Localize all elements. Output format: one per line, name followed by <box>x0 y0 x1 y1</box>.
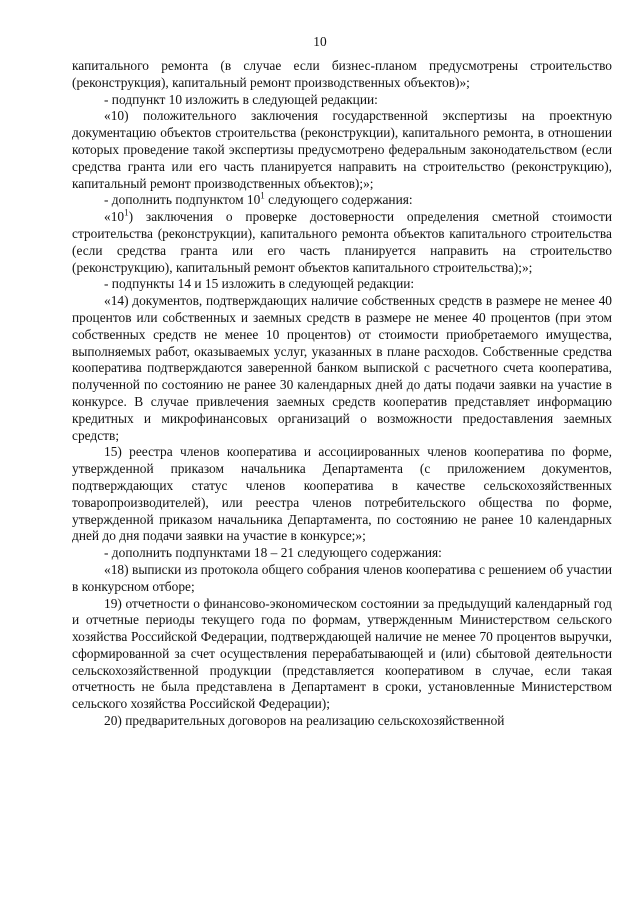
paragraph: «10) положительного заключения государственной экспертизы на проектную документацию объектов строительства (реконструкции), капитального ремонта, в отношении которых проведение такой экспертизы предусмотрено федеральным законодательством (если средства гранта или его часть планируется направить на строительство (реконструкцию), капитальный ремонт производственных объектов);»; <box>72 108 612 191</box>
paragraph: 15) реестра членов кооператива и ассоциированных членов кооператива по форме, утвержденной приказом начальника Департамента (с приложением документов, подтверждающих статус членов кооператива в качестве сельскохозяйственных товаропроизводителей), или реестра членов потребительского общества по форме, утвержденной приказом начальника Департамента, по состоянию не ранее 10 календарных дней до дня подачи заявки на участие в конкурсе;»; <box>72 444 612 544</box>
paragraph <box>72 192 612 209</box>
paragraph <box>72 209 612 276</box>
superscript: 1 <box>124 207 129 218</box>
paragraph: - подпункты 14 и 15 изложить в следующей редакции: <box>104 276 415 292</box>
paragraph-text: - дополнить подпунктом 10 <box>104 192 261 208</box>
paragraph: - подпункт 10 изложить в следующей редакции: <box>104 91 378 107</box>
paragraph-text: «10 <box>104 209 125 225</box>
superscript: 1 <box>260 190 265 201</box>
paragraph: «18) выписки из протокола общего собрания членов кооператива с решением об участии в конкурсном отборе; <box>72 561 612 594</box>
paragraph-text: ) заключения о проверке достоверности определения сметной стоимости строительства (реконструкции), капитального ремонта объектов капитального строительства (если средства гранта или его часть планируется направить на строительство (реконструкцию), капитальный ремонт объектов капитального строительства);»; <box>72 209 612 275</box>
paragraph: 20) предварительных договоров на реализацию сельскохозяйственной <box>104 713 505 729</box>
paragraph-text: следующего содержания: <box>264 192 413 208</box>
paragraph: - дополнить подпунктами 18 – 21 следующего содержания: <box>104 545 442 561</box>
page-number: 10 <box>313 34 327 49</box>
paragraph: «14) документов, подтверждающих наличие собственных средств в размере не менее 40 процентов или собственных и заемных средств в размере не менее 40 процентов (при этом собственных средств не менее 10 процентов) от стоимости приобретаемого имущества, выполняемых работ, оказываемых услуг, указанных в плане расходов. Собственные средства кооператива подтверждаются заверенной банком выпиской с расчетного счета кооператива, полученной по состоянию не ранее 30 календарных дней до даты подачи заявки на участие в конкурсе. В случае привлечения заемных средств кооператив представляет информацию кредитных и микрофинансовых организаций о возможности предоставления заемных средств; <box>72 293 612 443</box>
paragraph: 19) отчетности о финансово-экономическом состоянии за предыдущий календарный год и отчетные периоды текущего года по формам, утвержденным Министерством сельского хозяйства Российской Федерации, подтверждающей наличие не менее 70 процентов выручки, сформированной за счет осуществления перерабатывающей и (или) сбытовой деятельности сельскохозяйственной продукции (представляется кооперативом в случае, если такая отчетность не была представлена в Департамент в сроки, установленные Министерством сельского хозяйства Российской Федерации); <box>72 595 612 712</box>
document-body <box>72 58 612 730</box>
paragraph: капитального ремонта (в случае если бизнес-планом предусмотрены строительство (реконструкция), капитальный ремонт производственных объектов)»; <box>72 58 612 90</box>
